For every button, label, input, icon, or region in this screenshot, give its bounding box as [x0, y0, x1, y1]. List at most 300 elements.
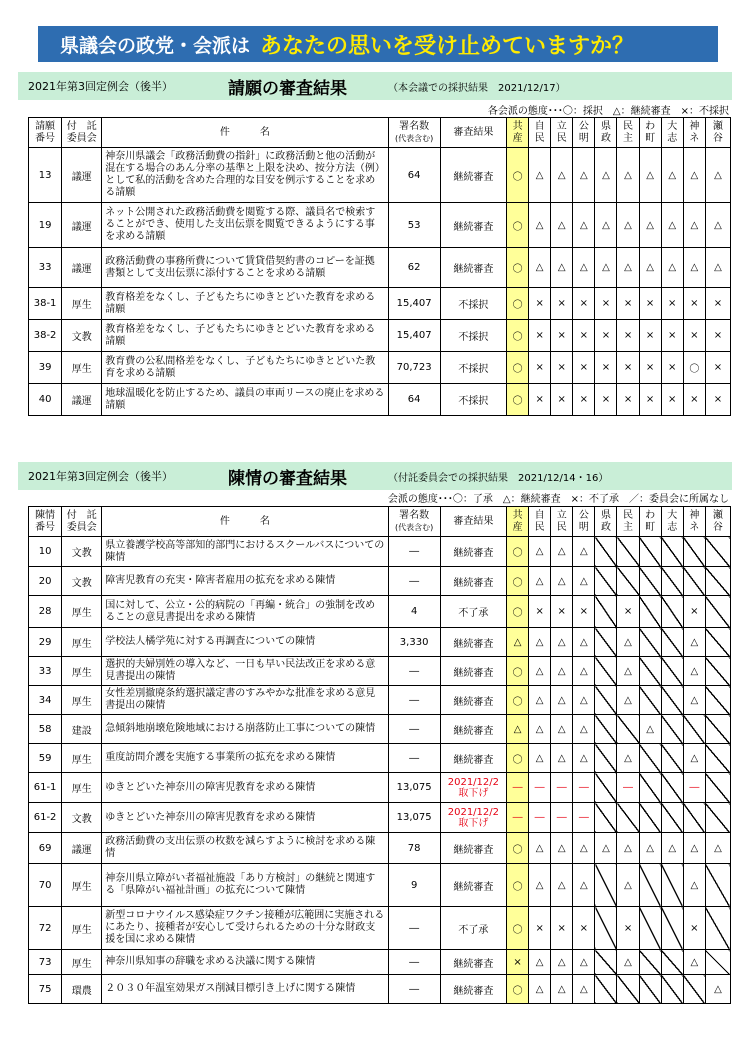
- vote-cell: ×: [639, 288, 661, 320]
- vote-cell: ×: [639, 352, 661, 384]
- row-subject: 障害児教育の充実・障害者雇用の拡充を求める陳情: [102, 567, 388, 596]
- row-signatures: 9: [388, 864, 440, 907]
- row-subject: 女性差別撤廃条約選択議定書のすみやかな批准を求める意見書提出の陳情: [102, 686, 388, 715]
- vote-cell: ×: [595, 384, 617, 416]
- row-committee: 厚生: [62, 773, 102, 803]
- vote-cell: [617, 803, 639, 833]
- vote-cell: 〇: [507, 744, 529, 773]
- header-row: [29, 118, 731, 148]
- row-signatures: 64: [388, 384, 440, 416]
- table-row: [29, 288, 731, 320]
- vote-cell: 〇: [507, 657, 529, 686]
- vote-cell: [705, 657, 730, 686]
- vote-cell: △: [551, 248, 573, 288]
- vote-cell: △: [639, 715, 661, 744]
- row-subject: 地球温暖化を防止するため、議員の車両リースの廃止を求める請願: [102, 384, 388, 416]
- vote-cell: [639, 537, 661, 567]
- row-committee: 議運: [62, 384, 102, 416]
- header-subject: 件 名: [102, 118, 388, 148]
- vote-cell: ―: [551, 803, 573, 833]
- vote-cell: 〇: [507, 248, 529, 288]
- row-subject: 政務活動費の事務所費について賃貸借契約書のコピーを証拠書類として支出伝票に添付することを求める請願: [102, 248, 388, 288]
- row-signatures: ―: [388, 567, 440, 596]
- vote-cell: △: [639, 148, 661, 203]
- header-party-4: 県 政: [595, 507, 617, 537]
- vote-cell: △: [617, 657, 639, 686]
- vote-cell: △: [529, 975, 551, 1004]
- vote-cell: ×: [617, 352, 639, 384]
- table-row: [29, 657, 731, 686]
- statements-table: [28, 506, 731, 1004]
- vote-cell: [661, 907, 683, 950]
- header-party-2: 立 民: [551, 118, 573, 148]
- vote-cell: △: [661, 833, 683, 864]
- vote-cell: ×: [529, 384, 551, 416]
- vote-cell: [705, 864, 730, 907]
- row-number: 61-2: [29, 803, 62, 833]
- row-number: 75: [29, 975, 62, 1004]
- vote-cell: △: [551, 950, 573, 975]
- vote-cell: [705, 628, 730, 657]
- vote-cell: ―: [529, 803, 551, 833]
- row-signatures: 70,723: [388, 352, 440, 384]
- table-row: [29, 975, 731, 1004]
- vote-cell: [595, 715, 617, 744]
- header-signatures-sub: (代表含む): [395, 133, 434, 143]
- row-signatures: ―: [388, 975, 440, 1004]
- table-row: [29, 907, 731, 950]
- vote-cell: △: [573, 744, 595, 773]
- row-committee: 厚生: [62, 744, 102, 773]
- vote-cell: 〇: [507, 352, 529, 384]
- vote-cell: ×: [683, 907, 705, 950]
- vote-cell: [639, 803, 661, 833]
- vote-cell: △: [595, 248, 617, 288]
- row-number: 28: [29, 596, 62, 628]
- vote-cell: △: [551, 744, 573, 773]
- header-signatures: [388, 118, 440, 148]
- vote-cell: ×: [661, 288, 683, 320]
- row-number: 72: [29, 907, 62, 950]
- page-banner: [38, 26, 718, 62]
- table-row: [29, 833, 731, 864]
- row-subject: 教育格差をなくし、子どもたちにゆきとどいた教育を求める請願: [102, 288, 388, 320]
- vote-cell: ―: [573, 773, 595, 803]
- row-number: 61-1: [29, 773, 62, 803]
- header-party-0: 共 産: [507, 507, 529, 537]
- row-result: 継続審査: [440, 248, 506, 288]
- vote-cell: ×: [705, 384, 730, 416]
- vote-cell: [639, 567, 661, 596]
- row-number: 13: [29, 148, 62, 203]
- row-result: 継続審査: [440, 686, 506, 715]
- row-committee: 議運: [62, 833, 102, 864]
- vote-cell: △: [661, 148, 683, 203]
- vote-cell: △: [573, 567, 595, 596]
- header-party-7: 大 志: [661, 507, 683, 537]
- vote-cell: △: [529, 148, 551, 203]
- row-signatures: ―: [388, 715, 440, 744]
- vote-cell: △: [617, 744, 639, 773]
- row-signatures: ―: [388, 907, 440, 950]
- vote-cell: [595, 567, 617, 596]
- vote-cell: △: [617, 628, 639, 657]
- row-result: 継続審査: [440, 744, 506, 773]
- header-party-0: 共 産: [507, 118, 529, 148]
- table-row: [29, 203, 731, 248]
- table-row: [29, 715, 731, 744]
- header-party-9: 瀬 谷: [705, 507, 730, 537]
- header-party-6: わ 町: [639, 507, 661, 537]
- vote-cell: [595, 628, 617, 657]
- row-signatures: 78: [388, 833, 440, 864]
- vote-cell: [639, 975, 661, 1004]
- vote-cell: 〇: [507, 833, 529, 864]
- row-number: 34: [29, 686, 62, 715]
- vote-cell: [595, 686, 617, 715]
- vote-cell: ×: [551, 288, 573, 320]
- vote-cell: △: [617, 203, 639, 248]
- table-row: [29, 744, 731, 773]
- row-committee: 議運: [62, 203, 102, 248]
- row-signatures: 62: [388, 248, 440, 288]
- vote-cell: △: [551, 203, 573, 248]
- row-result: 継続審査: [440, 864, 506, 907]
- vote-cell: [661, 950, 683, 975]
- header-signatures: [388, 507, 440, 537]
- vote-cell: △: [573, 203, 595, 248]
- row-result: 継続審査: [440, 537, 506, 567]
- header-result: 審査結果: [440, 507, 506, 537]
- vote-cell: [639, 950, 661, 975]
- row-result: 継続審査: [440, 657, 506, 686]
- row-committee: 厚生: [62, 352, 102, 384]
- vote-cell: ×: [551, 384, 573, 416]
- header-no: 陳情 番号: [29, 507, 62, 537]
- vote-cell: 〇: [507, 148, 529, 203]
- header-signatures-sub: (代表含む): [395, 522, 434, 532]
- row-subject: ゆきとどいた神奈川の障害児教育を求める陳情: [102, 773, 388, 803]
- vote-cell: △: [529, 567, 551, 596]
- vote-cell: ×: [617, 384, 639, 416]
- row-result: 不採択: [440, 288, 506, 320]
- row-committee: 厚生: [62, 596, 102, 628]
- vote-cell: △: [573, 686, 595, 715]
- vote-cell: ×: [573, 288, 595, 320]
- statements-title: 陳情の審査結果: [228, 468, 347, 489]
- vote-cell: △: [551, 567, 573, 596]
- row-subject: 教育格差をなくし、子どもたちにゆきとどいた教育を求める請願: [102, 320, 388, 352]
- vote-cell: [661, 864, 683, 907]
- vote-cell: ×: [683, 384, 705, 416]
- vote-cell: [661, 628, 683, 657]
- row-subject: 選択的夫婦別姓の導入など、一日も早い民法改正を求める意見書提出の陳情: [102, 657, 388, 686]
- vote-cell: [661, 537, 683, 567]
- vote-cell: ×: [529, 596, 551, 628]
- vote-cell: △: [617, 686, 639, 715]
- vote-cell: [595, 744, 617, 773]
- vote-cell: △: [705, 833, 730, 864]
- vote-cell: ×: [551, 596, 573, 628]
- vote-cell: [595, 596, 617, 628]
- vote-cell: [683, 567, 705, 596]
- header-party-1: 自 民: [529, 507, 551, 537]
- vote-cell: [661, 686, 683, 715]
- vote-cell: [661, 803, 683, 833]
- row-signatures: 15,407: [388, 288, 440, 320]
- petitions-session: 2021年第3回定例会（後半）: [28, 80, 173, 93]
- vote-cell: [683, 803, 705, 833]
- header-committee: 付 託 委員会: [62, 118, 102, 148]
- row-subject: 新型コロナウイルス感染症ワクチン接種が広範囲に実施されるにあたり、接種者が安心して受けられるための十分な財政支援を国に求める陳情: [102, 907, 388, 950]
- vote-cell: ×: [551, 320, 573, 352]
- vote-cell: [705, 950, 730, 975]
- row-subject: 神奈川県知事の辞職を求める決議に関する陳情: [102, 950, 388, 975]
- vote-cell: [705, 567, 730, 596]
- vote-cell: [661, 567, 683, 596]
- statements-legend: 会派の態度･･･〇：了承 △：継続審査 ×：不了承 ／：委員会に所属なし: [387, 494, 729, 505]
- vote-cell: ×: [617, 596, 639, 628]
- row-number: 69: [29, 833, 62, 864]
- vote-cell: △: [595, 203, 617, 248]
- vote-cell: [661, 657, 683, 686]
- header-party-5: 民 主: [617, 118, 639, 148]
- row-committee: 議運: [62, 248, 102, 288]
- row-committee: 文教: [62, 320, 102, 352]
- vote-cell: [705, 537, 730, 567]
- vote-cell: △: [529, 864, 551, 907]
- vote-cell: [639, 657, 661, 686]
- vote-cell: △: [529, 248, 551, 288]
- header-party-6: わ 町: [639, 118, 661, 148]
- table-row: [29, 248, 731, 288]
- vote-cell: [617, 975, 639, 1004]
- vote-cell: 〇: [507, 864, 529, 907]
- row-signatures: 53: [388, 203, 440, 248]
- row-committee: 文教: [62, 537, 102, 567]
- vote-cell: △: [683, 657, 705, 686]
- petitions-table: [28, 117, 731, 416]
- vote-cell: △: [661, 203, 683, 248]
- row-committee: 厚生: [62, 686, 102, 715]
- row-result: 継続審査: [440, 833, 506, 864]
- vote-cell: △: [573, 248, 595, 288]
- vote-cell: △: [617, 864, 639, 907]
- vote-cell: △: [529, 657, 551, 686]
- vote-cell: 〇: [507, 567, 529, 596]
- vote-cell: [683, 537, 705, 567]
- row-committee: 議運: [62, 148, 102, 203]
- vote-cell: △: [683, 203, 705, 248]
- row-number: 19: [29, 203, 62, 248]
- vote-cell: △: [507, 715, 529, 744]
- row-subject: 神奈川県議会「政務活動費の指針」に政務活動と他の活動が混在する場合のあん分率の基準と上限を決め、按分方法（例）として私的活動を含めた合理的な目安を例示することを求める請願: [102, 148, 388, 203]
- vote-cell: ―: [573, 803, 595, 833]
- vote-cell: △: [507, 628, 529, 657]
- table-row: [29, 864, 731, 907]
- vote-cell: ×: [705, 352, 730, 384]
- table-row: [29, 686, 731, 715]
- vote-cell: ×: [551, 352, 573, 384]
- row-number: 70: [29, 864, 62, 907]
- vote-cell: △: [683, 833, 705, 864]
- header-party-9: 瀬 谷: [705, 118, 730, 148]
- vote-cell: [683, 975, 705, 1004]
- vote-cell: △: [617, 148, 639, 203]
- row-subject: 急傾斜地崩壊危険地域における崩落防止工事についての陳情: [102, 715, 388, 744]
- row-signatures: ―: [388, 744, 440, 773]
- row-number: 10: [29, 537, 62, 567]
- vote-cell: [639, 596, 661, 628]
- vote-cell: [705, 744, 730, 773]
- vote-cell: [595, 803, 617, 833]
- table-row: [29, 803, 731, 833]
- vote-cell: [705, 715, 730, 744]
- vote-cell: 〇: [507, 537, 529, 567]
- vote-cell: [705, 907, 730, 950]
- vote-cell: 〇: [683, 352, 705, 384]
- vote-cell: [617, 537, 639, 567]
- vote-cell: △: [573, 148, 595, 203]
- header-party-3: 公 明: [573, 507, 595, 537]
- vote-cell: △: [661, 248, 683, 288]
- vote-cell: ×: [617, 320, 639, 352]
- row-result: 継続審査: [440, 715, 506, 744]
- vote-cell: ×: [639, 384, 661, 416]
- vote-cell: ―: [551, 773, 573, 803]
- vote-cell: ×: [595, 320, 617, 352]
- vote-cell: [595, 773, 617, 803]
- row-signatures: 4: [388, 596, 440, 628]
- vote-cell: [639, 864, 661, 907]
- row-committee: 文教: [62, 567, 102, 596]
- vote-cell: △: [705, 248, 730, 288]
- vote-cell: △: [529, 686, 551, 715]
- header-party-3: 公 明: [573, 118, 595, 148]
- row-signatures: ―: [388, 950, 440, 975]
- vote-cell: ×: [617, 907, 639, 950]
- petitions-note: （本会議での採択結果 2021/12/17）: [388, 82, 566, 94]
- row-number: 38-2: [29, 320, 62, 352]
- table-row: [29, 352, 731, 384]
- row-result: 不採択: [440, 320, 506, 352]
- statements-session: 2021年第3回定例会（後半）: [28, 470, 173, 483]
- vote-cell: ―: [617, 773, 639, 803]
- header-result: 審査結果: [440, 118, 506, 148]
- petitions-header: [18, 72, 732, 100]
- statements-header: [18, 462, 732, 490]
- row-signatures: 13,075: [388, 803, 440, 833]
- row-number: 33: [29, 248, 62, 288]
- header-signatures-label: 署名数: [399, 120, 430, 132]
- vote-cell: △: [551, 686, 573, 715]
- vote-cell: △: [551, 833, 573, 864]
- vote-cell: △: [683, 148, 705, 203]
- vote-cell: [595, 975, 617, 1004]
- vote-cell: ×: [573, 352, 595, 384]
- table-row: [29, 148, 731, 203]
- row-result: 不採択: [440, 384, 506, 416]
- vote-cell: △: [529, 203, 551, 248]
- vote-cell: [661, 744, 683, 773]
- vote-cell: [705, 686, 730, 715]
- row-result: 不了承: [440, 907, 506, 950]
- row-committee: 建設: [62, 715, 102, 744]
- vote-cell: △: [573, 833, 595, 864]
- header-no: 請願 番号: [29, 118, 62, 148]
- row-number: 58: [29, 715, 62, 744]
- row-number: 39: [29, 352, 62, 384]
- banner-left-text: 県議会の政党・会派は: [60, 34, 251, 57]
- vote-cell: △: [551, 657, 573, 686]
- row-number: 29: [29, 628, 62, 657]
- vote-cell: ―: [683, 773, 705, 803]
- vote-cell: [661, 773, 683, 803]
- statements-note: （付託委員会での採択結果 2021/12/14・16）: [388, 472, 609, 484]
- vote-cell: △: [617, 950, 639, 975]
- vote-cell: 〇: [507, 203, 529, 248]
- vote-cell: [617, 715, 639, 744]
- vote-cell: △: [683, 686, 705, 715]
- row-result: 2021/12/2 取下げ: [440, 773, 506, 803]
- vote-cell: △: [551, 148, 573, 203]
- row-number: 33: [29, 657, 62, 686]
- row-committee: 厚生: [62, 907, 102, 950]
- row-number: 40: [29, 384, 62, 416]
- vote-cell: [595, 907, 617, 950]
- row-subject: 神奈川県立障がい者福祉施設「あり方検討」の継続と関連する「県障がい福祉計画」の拡充について陳情: [102, 864, 388, 907]
- vote-cell: △: [683, 950, 705, 975]
- vote-cell: △: [595, 833, 617, 864]
- vote-cell: ×: [529, 352, 551, 384]
- row-signatures: ―: [388, 657, 440, 686]
- vote-cell: △: [573, 628, 595, 657]
- vote-cell: ×: [683, 596, 705, 628]
- vote-cell: △: [595, 148, 617, 203]
- vote-cell: △: [573, 715, 595, 744]
- vote-cell: △: [617, 248, 639, 288]
- vote-cell: △: [573, 537, 595, 567]
- row-signatures: ―: [388, 686, 440, 715]
- row-committee: 文教: [62, 803, 102, 833]
- vote-cell: 〇: [507, 384, 529, 416]
- vote-cell: ×: [595, 288, 617, 320]
- vote-cell: 〇: [507, 907, 529, 950]
- vote-cell: △: [683, 744, 705, 773]
- row-committee: 厚生: [62, 950, 102, 975]
- vote-cell: △: [639, 203, 661, 248]
- row-subject: ネット公開された政務活動費を閲覧する際、議員名で検索することができ、使用した支出伝票を閲覧できるようにする事を求める請願: [102, 203, 388, 248]
- vote-cell: △: [573, 864, 595, 907]
- header-party-7: 大 志: [661, 118, 683, 148]
- row-committee: 厚生: [62, 628, 102, 657]
- vote-cell: ×: [661, 384, 683, 416]
- row-result: 継続審査: [440, 567, 506, 596]
- row-signatures: 3,330: [388, 628, 440, 657]
- vote-cell: △: [705, 148, 730, 203]
- row-subject: 国に対して、公立・公的病院の「再編・統合」の強制を改めることの意見書提出を求める陳情: [102, 596, 388, 628]
- table-row: [29, 773, 731, 803]
- vote-cell: △: [573, 975, 595, 1004]
- petitions-title: 請願の審査結果: [228, 78, 347, 99]
- row-committee: 厚生: [62, 288, 102, 320]
- vote-cell: △: [551, 715, 573, 744]
- row-number: 38-1: [29, 288, 62, 320]
- row-number: 59: [29, 744, 62, 773]
- header-signatures-label: 署名数: [399, 509, 430, 521]
- vote-cell: ×: [595, 352, 617, 384]
- vote-cell: △: [529, 628, 551, 657]
